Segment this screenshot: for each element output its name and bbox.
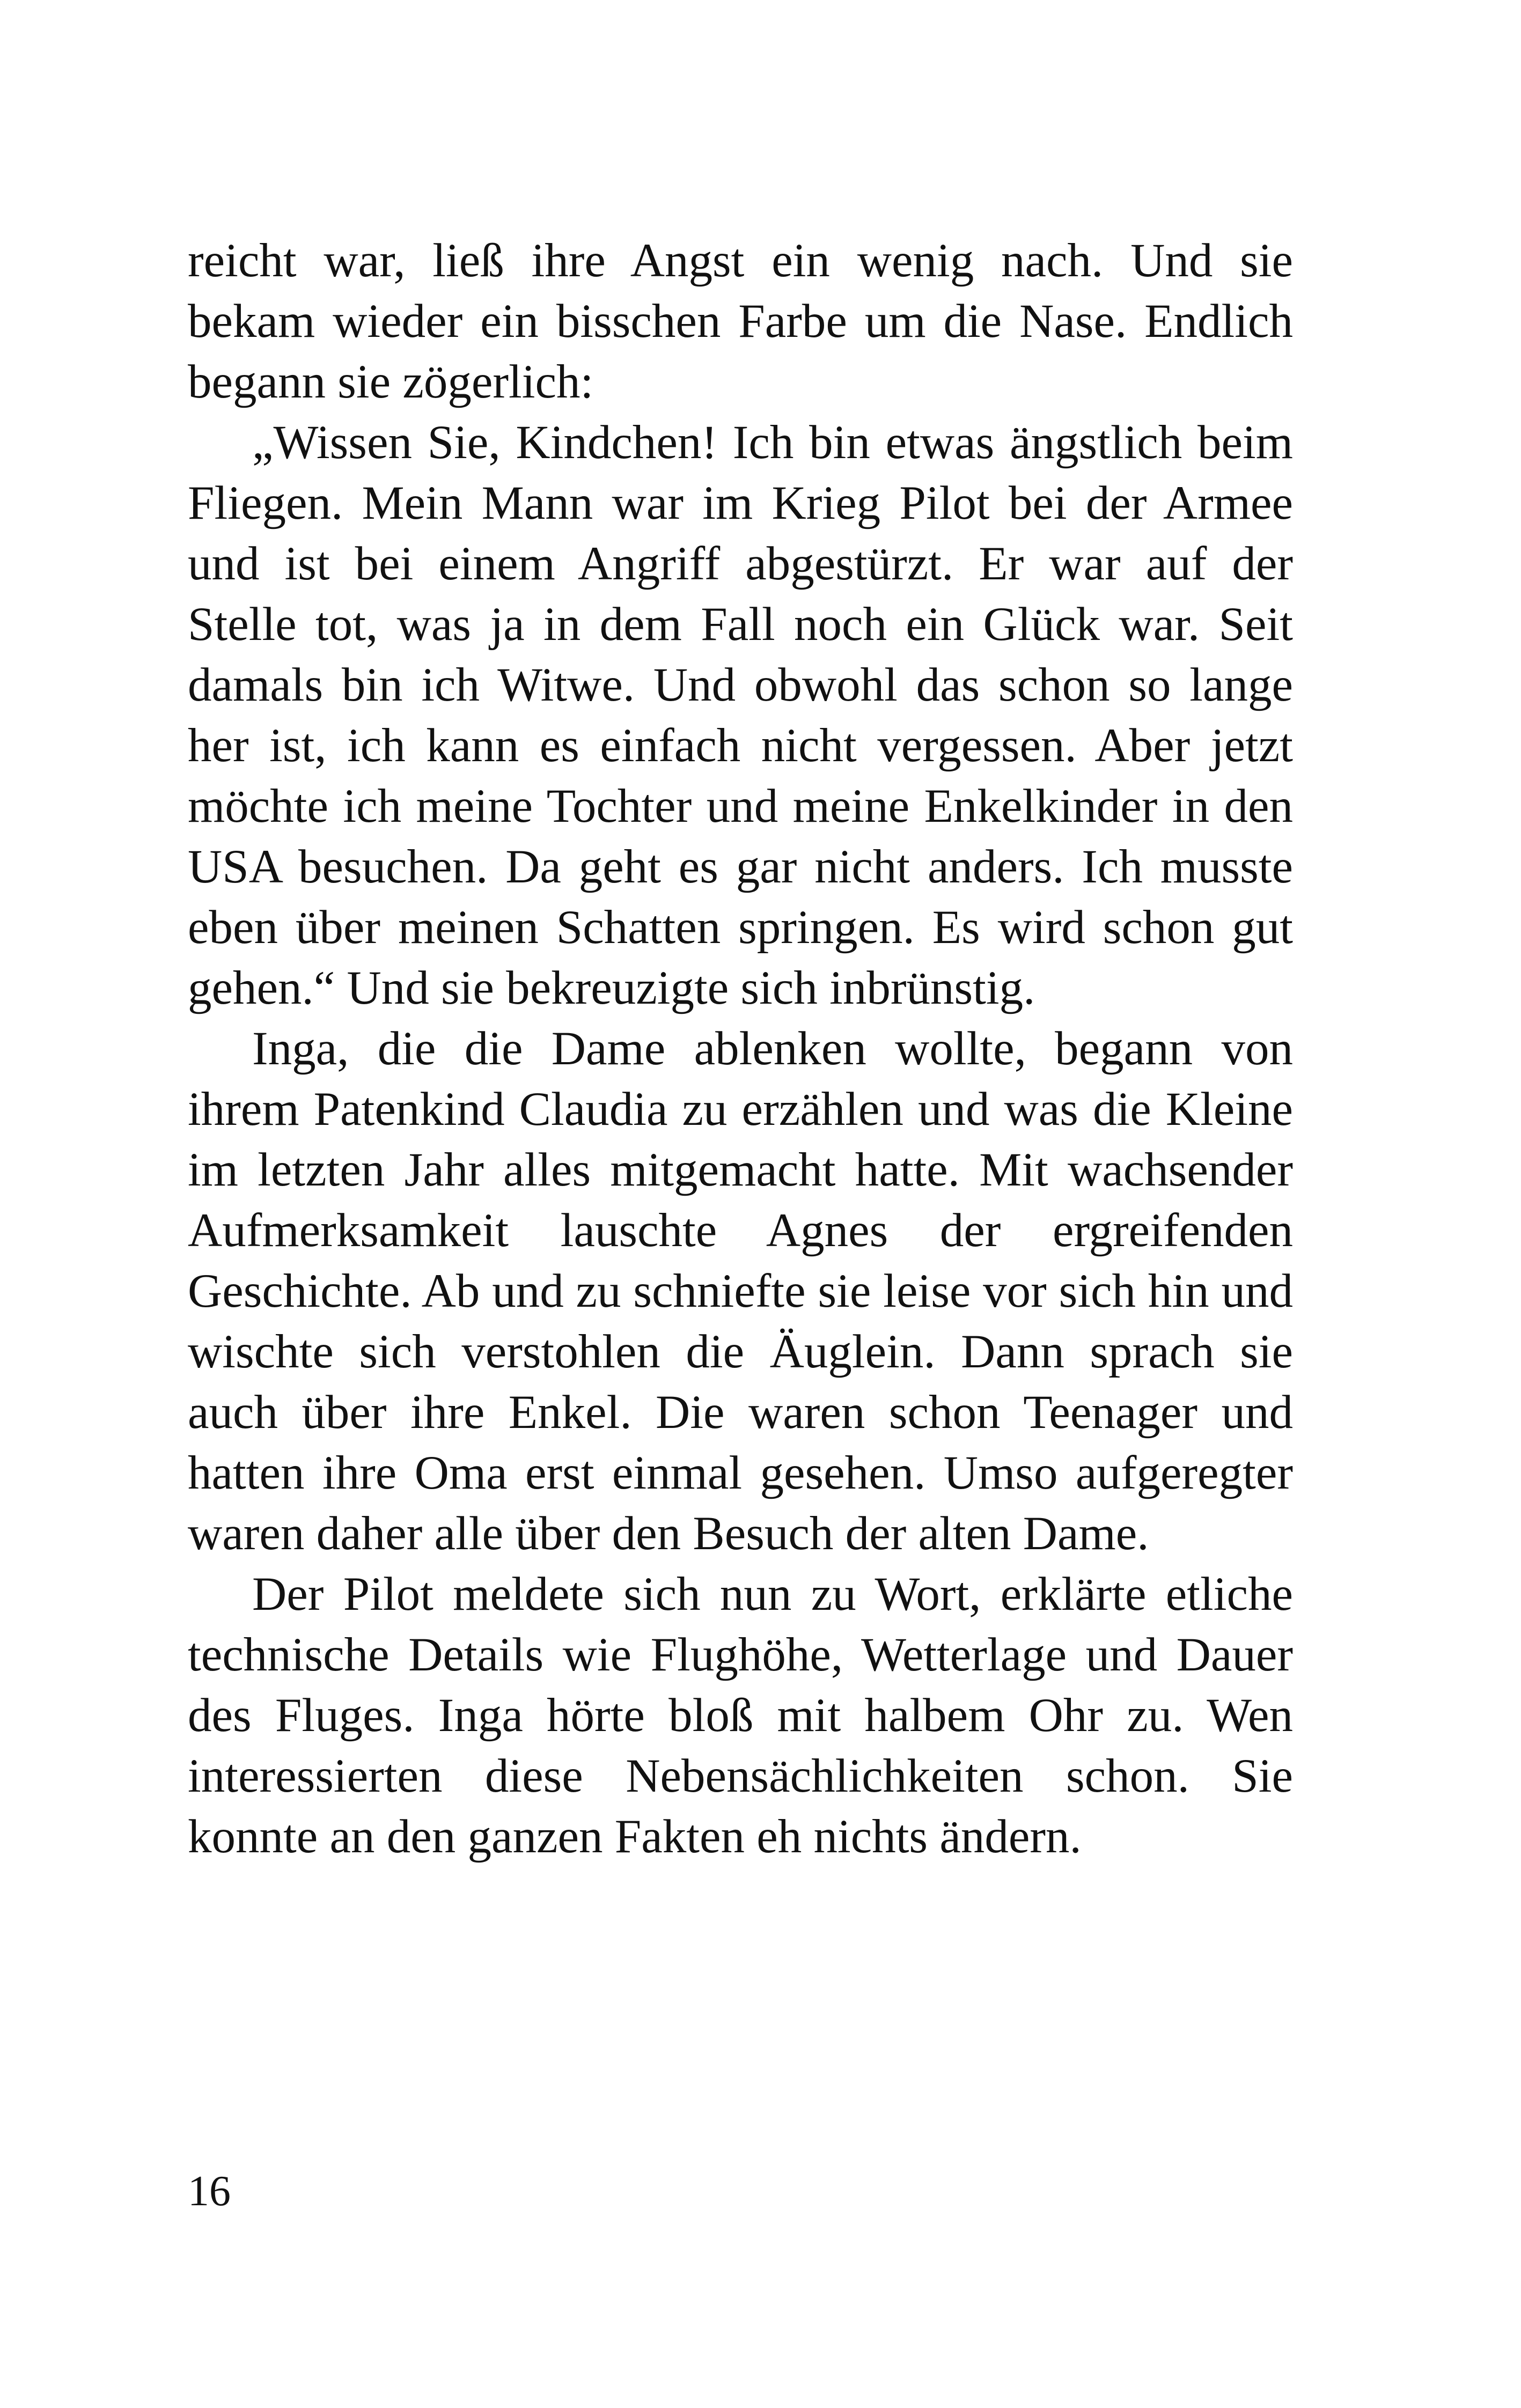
paragraph-4: Der Pilot meldete sich nun zu Wort, erklärte etliche technische Details wie Flughöhe, Wetterlage und Dauer des Fluges. Inga hörte bloß mit halbem Ohr zu. Wen interessierten diese Nebensächlichkeiten schon. Sie konnte an den ganzen Fakten eh nichts ändern. bbox=[188, 1568, 1293, 1863]
paragraph-2: „Wissen Sie, Kindchen! Ich bin etwas ängstlich beim Fliegen. Mein Mann war im Krieg Pilot bei der Armee und ist bei einem Angriff abgestürzt. Er war auf der Stelle tot, was ja in dem Fall noch ein Glück war. Seit damals bin ich Witwe. Und obwohl das schon so lange her ist, ich kann es einfach nicht vergessen. Aber jetzt möchte ich meine Tochter und meine Enkelkinder in den USA besuchen. Da geht es gar nicht anders. Ich musste eben über meinen Schatten springen. Es wird schon gut gehen.“ Und sie bekreuzigte sich inbrünstig. bbox=[188, 416, 1293, 1014]
body-text bbox=[188, 231, 1293, 1867]
page-number: 16 bbox=[188, 2168, 231, 2215]
paragraph-1: reicht war, ließ ihre Angst ein wenig nach. Und sie bekam wieder ein bisschen Farbe um die Nase. Endlich begann sie zögerlich: bbox=[188, 234, 1293, 408]
paragraph-3: Inga, die die Dame ablenken wollte, begann von ihrem Patenkind Claudia zu erzählen und was die Kleine im letzten Jahr alles mitgemacht hatte. Mit wachsender Aufmerksamkeit lauschte Agnes der ergreifenden Geschichte. Ab und zu schniefte sie leise vor sich hin und wischte sich verstohlen die Äuglein. Dann sprach sie auch über ihre Enkel. Die waren schon Teenager und hatten ihre Oma erst einmal gesehen. Umso aufgeregter waren daher alle über den Besuch der alten Dame. bbox=[188, 1022, 1293, 1560]
